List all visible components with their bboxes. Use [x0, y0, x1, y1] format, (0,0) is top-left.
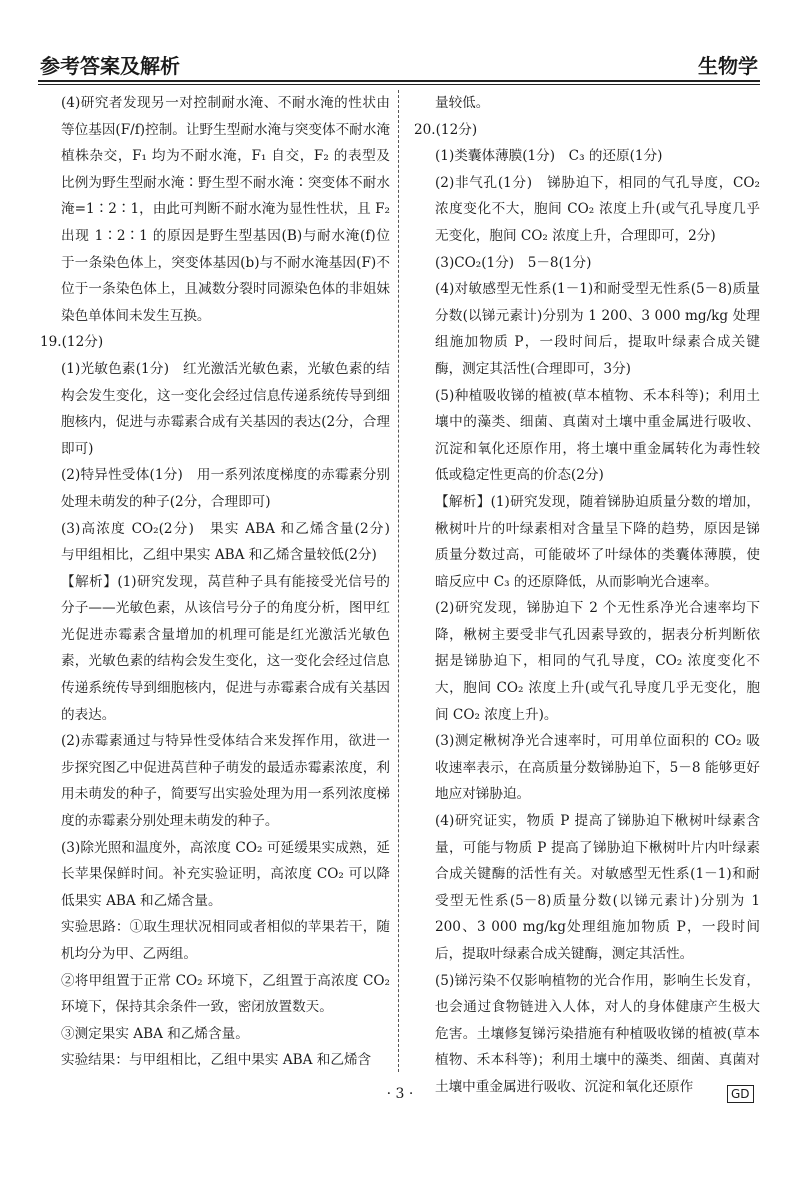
paragraph: (3)高浓度 CO₂(2分) 果实 ABA 和乙烯含量(2分) 与甲组相比，乙组中果实 ABA 和乙烯含量较低(2分): [61, 520, 404, 564]
paragraph: (5)锑污染不仅影响植物的光合作用，影响生长发育，也会通过食物链进入人体，对人的身体健康产生极大危害。土壤修复锑污染措施有种植吸收锑的植被(草本植物、禾本科等)；利用土壤中的藻类、细菌、真菌对土壤中重金属进行吸收、沉淀和氧化还原作: [435, 972, 760, 1095]
paragraph: 实验结果：与甲组相比，乙组中果实 ABA 和乙烯含: [61, 1052, 372, 1069]
right-column: [414, 90, 760, 1101]
paragraph: (1)类囊体薄膜(1分) C₃ 的还原(1分): [435, 148, 663, 165]
left-column: [40, 90, 404, 1074]
paragraph: (3)CO₂(1分) 5－8(1分): [435, 254, 592, 271]
page-number: · 3 ·: [386, 1086, 414, 1102]
question-number: 19.(12分): [40, 334, 104, 351]
paragraph: 实验思路：①取生理状况相同或者相似的苹果若干，随机均分为甲、乙两组。: [61, 919, 390, 962]
header-rule-thin: [38, 84, 760, 85]
paragraph: ③测定果实 ABA 和乙烯含量。: [61, 1025, 249, 1042]
paragraph: (2)特异性受体(1分) 用一系列浓度梯度的赤霉素分别处理未萌发的种子(2分，合理即可): [61, 467, 390, 510]
region-badge: GD: [727, 1085, 754, 1103]
paragraph: (2)赤霉素通过与特异性受体结合来发挥作用，欲进一步探究图乙中促进莴苣种子萌发的最适赤霉素浓度，利用未萌发的种子，简要写出实验处理为用一系列浓度梯度的赤霉素分别处理未萌发的种子。: [61, 733, 390, 830]
analysis-paragraph: 【解析】(1)研究发现，莴苣种子具有能接受光信号的分子——光敏色素，从该信号分子的角度分析，图甲红光促进赤霉素含量增加的机理可能是红光激活光敏色素，光敏色素的结构会发生变化，这一变化会经过信息传递系统传导到细胞核内，促进与赤霉素合成有关基因的表达。: [61, 573, 390, 723]
header-title: 参考答案及解析: [40, 54, 180, 78]
paragraph: (4)研究证实，物质 P 提高了锑胁迫下楸树叶绿素含量，可能与物质 P 提高了锑胁迫下楸树叶片内叶绿素合成关键酶的活性有关。对敏感型无性系(1－1)和耐受型无性系(5－8)质量分数(以锑元素计)分别为 1 200、3 000 mg/kg处理组施加物质 P，一段时间后，提取叶绿素合成关键酶，测定其活性。: [435, 813, 760, 962]
header-subject: 生物学: [698, 54, 758, 78]
paragraph: (4)研究者发现另一对控制耐水淹、不耐水淹的性状由等位基因(F/f)控制。让野生型耐水淹与突变体不耐水淹植株杂交，F₁ 均为不耐水淹，F₁ 自交，F₂ 的表型及比例为野生型耐水淹∶野生型不耐水淹∶突变体不耐水淹=1∶2∶1，由此可判断不耐水淹为显性性状，且 F₂ 出现 1∶2∶1 的原因是野生型基因(B)与耐水淹(f)位于一条染色体上，突变体基因(b)与不耐水淹基因(F)不位于一条染色体上，且减数分裂时同源染色体的非姐妹染色单体间未发生互换。: [61, 95, 390, 324]
paragraph: (1)光敏色素(1分) 红光激活光敏色素，光敏色素的结构会发生变化，这一变化会经过信息传递系统传导到细胞核内，促进与赤霉素合成有关基因的表达(2分，合理即可): [61, 360, 390, 457]
paragraph: (5)种植吸收锑的植被(草本植物、禾本科等)；利用土壤中的藻类、细菌、真菌对土壤中重金属进行吸收、沉淀和氧化还原作用，将土壤中重金属转化为毒性较低或稳定性更高的价态(2分): [435, 387, 760, 484]
paragraph: (2)非气孔(1分) 锑胁迫下，相同的气孔导度，CO₂ 浓度变化不大，胞间 CO₂ 浓度上升(或气孔导度几乎无变化，胞间 CO₂ 浓度上升，合理即可，2分): [435, 174, 760, 244]
question-number: 20.(12分): [414, 121, 478, 138]
paragraph: (2)研究发现，锑胁迫下 2 个无性系净光合速率均下降，楸树主要受非气孔因素导致的，据表分析判断依据是锑胁迫下，相同的气孔导度，CO₂ 浓度变化不大，胞间 CO₂ 浓度上升(或气孔导度几乎无变化，胞间 CO₂ 浓度上升)。: [435, 600, 760, 723]
paragraph: (3)测定楸树净光合速率时，可用单位面积的 CO₂ 吸收速率表示，在高质量分数锑胁迫下，5－8 能够更好地应对锑胁迫。: [435, 733, 760, 803]
paragraph: 量较低。: [435, 95, 490, 111]
header-rule-thick: [38, 80, 760, 82]
page-header: [38, 46, 760, 80]
column-divider: [398, 90, 399, 1072]
paragraph: (3)除光照和温度外，高浓度 CO₂ 可延缓果实成熟，延长苹果保鲜时间。补充实验证明，高浓度 CO₂ 可以降低果实 ABA 和乙烯含量。: [61, 839, 390, 909]
analysis-paragraph: 【解析】(1)研究发现，随着锑胁迫质量分数的增加，楸树叶片的叶绿素相对含量呈下降的趋势，原因是锑质量分数过高，可能破坏了叶绿体的类囊体薄膜，使暗反应中 C₃ 的还原降低，从而影响光合速率。: [435, 493, 760, 590]
paragraph: ②将甲组置于正常 CO₂ 环境下，乙组置于高浓度 CO₂ 环境下，保持其余条件一致，密闭放置数天。: [61, 972, 390, 1016]
paragraph: (4)对敏感型无性系(1－1)和耐受型无性系(5－8)质量分数(以锑元素计)分别为 1 200、3 000 mg/kg 处理组施加物质 P，一段时间后，提取叶绿素合成关键酶，测定其活性(合理即可，3分): [435, 281, 760, 377]
